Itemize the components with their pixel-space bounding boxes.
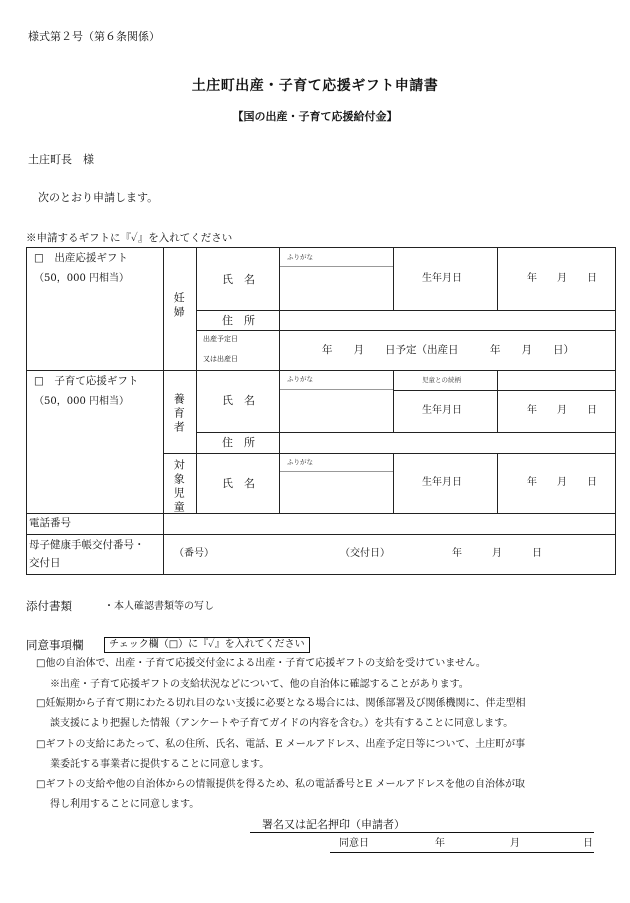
guardian-birthdate-value[interactable]: 年 月 日 [527, 405, 597, 416]
pregnant-birthdate-label: 生年月日 [422, 273, 462, 284]
handbook-number[interactable]: （番号） [174, 548, 214, 559]
guardian-label: 養育者 [172, 393, 186, 435]
pregnant-label: 妊婦 [172, 292, 186, 320]
consent-item-2[interactable]: □妊娠期から子育て期にわたる切れ目のない支援に必要となる場合には、関係部署及び関係機関に、伴走型相 [36, 698, 526, 709]
guardian-furigana-label: ふりがな [287, 375, 313, 383]
consent-label: 同意事項欄 [26, 638, 84, 652]
addressee: 土庄町長 様 [28, 153, 94, 166]
consent-item-1-note: ※出産・子育て応援ギフトの支給状況などについて、他の自治体に確認することがあります。 [50, 679, 469, 690]
attachments-value: ・本人確認書類等の写し [104, 601, 214, 612]
gift-check-note: ※申請するギフトに『✓』を入れてください [26, 232, 233, 244]
handbook-label-1: 母子健康手帳交付番号・ [29, 539, 145, 551]
pregnant-furigana-label: ふりがな [287, 253, 313, 261]
consent-item-3-cont: 業委託する事業者に提供することに同意します。 [50, 759, 270, 770]
due-date-value[interactable]: 年 月 日予定（出産日 年 月 日） [322, 344, 574, 356]
guardian-address-label: 住 所 [222, 436, 255, 449]
relation-label: 児童との続柄 [422, 376, 461, 384]
consent-item-4[interactable]: □ギフトの支給や他の自治体からの情報提供を得るため、私の電話番号とE メールアドレスを他の自治体が取 [36, 779, 526, 790]
child-birthdate-label: 生年月日 [422, 477, 462, 488]
child-label: 対象児童 [172, 459, 186, 515]
guardian-birthdate-label: 生年月日 [422, 405, 462, 416]
child-birthdate-value[interactable]: 年 月 日 [527, 477, 597, 488]
consent-item-2-cont: 談支援により把握した情報（アンケートや子育てガイドの内容を含む。）を共有することに同意します。 [50, 718, 514, 729]
page-subtitle: 【国の出産・子育て応援給付金】 [232, 110, 398, 123]
gift-childcare-checkbox[interactable]: □ 子育て応援ギフト [34, 375, 139, 387]
gift-birth-checkbox[interactable]: □ 出産応援ギフト [34, 252, 128, 264]
consent-date-year: 年 [435, 838, 445, 849]
handbook-issue-date-label: （交付日） [340, 548, 390, 559]
consent-item-1[interactable]: □他の自治体で、出産・子育て応援交付金による出産・子育て応援ギフトの支給を受けていません。 [36, 658, 486, 669]
form-number: 様式第２号（第６条関係） [28, 30, 160, 43]
due-date-label-1: 出産予定日 [203, 335, 238, 343]
handbook-label-2: 交付日 [29, 557, 61, 569]
intro-text: 次のとおり申請します。 [38, 191, 159, 204]
gift-birth-value: （50，000 円相当） [34, 273, 129, 284]
consent-date-line[interactable] [330, 852, 594, 853]
due-date-label-2: 又は出産日 [203, 355, 238, 363]
phone-label: 電話番号 [29, 517, 71, 529]
consent-item-4-cont: 得し利用することに同意します。 [50, 799, 200, 810]
attachments-label: 添付書類 [26, 599, 72, 613]
pregnant-birthdate-value[interactable]: 年 月 日 [527, 273, 597, 284]
signature-line[interactable] [250, 832, 594, 833]
consent-date-day: 日 [583, 838, 593, 849]
pregnant-address-label: 住 所 [222, 314, 255, 327]
consent-item-3[interactable]: □ギフトの支給にあたって、私の住所、氏名、電話、E メールアドレス、出産予定日等について、土庄町が事 [36, 739, 526, 750]
page-title: 土庄町出産・子育て応援ギフト申請書 [191, 78, 439, 94]
handbook-issue-date-value[interactable]: 年 月 日 [452, 548, 542, 559]
consent-instruction: チェック欄（□）に『✓』を入れてください [104, 637, 310, 653]
pregnant-name-label: 氏 名 [222, 273, 255, 286]
gift-childcare-value: （50，000 円相当） [34, 396, 129, 407]
consent-date-month: 月 [510, 838, 520, 849]
child-name-label: 氏 名 [222, 477, 255, 490]
guardian-name-label: 氏 名 [222, 394, 255, 407]
consent-date-label: 同意日 [339, 838, 369, 849]
signature-label: 署名又は記名押印（申請者） [262, 818, 405, 831]
child-furigana-label: ふりがな [287, 458, 313, 466]
